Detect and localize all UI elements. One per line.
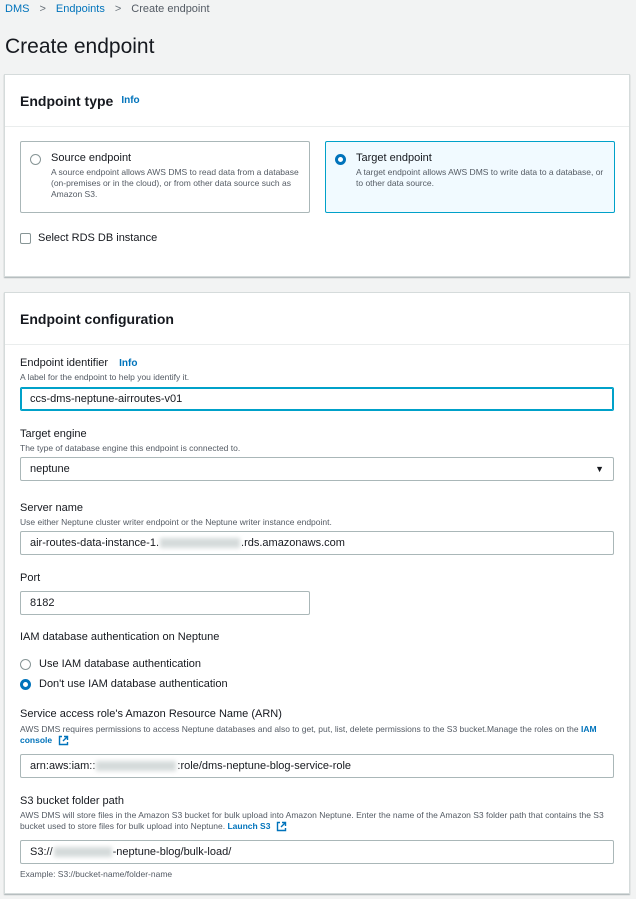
iam-use-label: Use IAM database authentication — [39, 658, 202, 670]
port-value: 8182 — [30, 597, 55, 609]
s3-folder-desc-text: AWS DMS will store files in the Amazon S3 bucket for bulk upload into Amazon Neptune. Enter the name of the Amazon S3 folder path that contains the S3 bucket used to store files for bulk upload into Neptune. — [20, 810, 604, 831]
panel-title: Endpoint type — [20, 92, 114, 109]
arn-desc — [20, 724, 616, 746]
redacted-text — [160, 538, 240, 548]
target-endpoint-label: Target endpoint — [356, 152, 432, 164]
target-engine-value: neptune — [30, 463, 70, 475]
endpoint-identifier-label-text: Endpoint identifier — [20, 357, 109, 369]
endpoint-identifier-input[interactable] — [20, 387, 614, 411]
info-link[interactable]: Info — [119, 358, 138, 369]
endpoint-identifier-desc: A label for the endpoint to help you identify it. — [20, 372, 190, 382]
target-endpoint-desc: A target endpoint allows AWS DMS to write data to a database, or to other data source. — [356, 167, 604, 188]
target-endpoint-radio[interactable] — [335, 154, 346, 165]
server-name-desc: Use either Neptune cluster writer endpoint or the Neptune writer instance endpoint. — [20, 517, 332, 527]
breadcrumb — [5, 2, 210, 16]
arn-prefix: arn:aws:iam:: — [30, 760, 96, 772]
endpoint-configuration-panel — [4, 292, 630, 894]
breadcrumb-dms[interactable]: DMS — [5, 3, 30, 15]
external-link-icon[interactable] — [58, 735, 69, 746]
server-name-prefix: air-routes-data-instance-1. — [30, 537, 160, 549]
s3-folder-input[interactable] — [20, 840, 614, 864]
iam-auth-label: IAM database authentication on Neptune — [20, 631, 220, 643]
page-title: Create endpoint — [5, 35, 155, 58]
chevron-right-icon: > — [39, 3, 46, 15]
launch-s3-link[interactable]: Launch S3 — [227, 821, 271, 831]
s3-folder-desc — [20, 810, 618, 832]
caret-down-icon: ▼ — [595, 464, 604, 474]
port-input[interactable] — [20, 591, 310, 615]
panel-title: Endpoint configuration — [20, 310, 174, 327]
iam-dont-use-label: Don't use IAM database authentication — [39, 678, 228, 690]
source-endpoint-tile[interactable] — [20, 141, 310, 213]
s3-folder-example: Example: S3://bucket-name/folder-name — [20, 869, 173, 879]
redacted-text — [54, 847, 112, 857]
rds-instance-checkbox[interactable] — [20, 233, 31, 244]
breadcrumb-endpoints[interactable]: Endpoints — [55, 3, 105, 15]
endpoint-identifier-value: ccs-dms-neptune-airroutes-v01 — [30, 393, 183, 405]
server-name-input[interactable] — [20, 531, 614, 555]
arn-label: Service access role's Amazon Resource Name (ARN) — [20, 708, 282, 720]
source-endpoint-label: Source endpoint — [51, 152, 132, 164]
port-label: Port — [20, 572, 41, 584]
source-endpoint-radio[interactable] — [30, 154, 41, 165]
panel-header — [5, 75, 629, 127]
external-link-icon[interactable] — [276, 821, 287, 832]
s3-folder-prefix: S3:// — [30, 846, 53, 858]
arn-suffix: :role/dms-neptune-blog-service-role — [177, 760, 352, 772]
arn-desc-text: AWS DMS requires permissions to access Neptune databases and also to get, put, list, delete permissions to the S3 bucket.Manage the roles on the — [20, 724, 579, 734]
iam-use-radio[interactable] — [20, 659, 31, 670]
target-engine-desc: The type of database engine this endpoint is connected to. — [20, 443, 241, 453]
source-endpoint-desc: A source endpoint allows AWS DMS to read data from a database (on-premises or in the cloud), or from other data source such as Amazon S3. — [51, 167, 299, 199]
server-name-label: Server name — [20, 502, 83, 514]
server-name-suffix: .rds.amazonaws.com — [241, 537, 345, 549]
s3-folder-label: S3 bucket folder path — [20, 795, 124, 807]
arn-input[interactable] — [20, 754, 614, 778]
target-engine-select[interactable] — [20, 457, 614, 481]
target-endpoint-tile[interactable] — [325, 141, 615, 213]
iam-console-link[interactable]: IAM console — [20, 724, 597, 745]
iam-use-option[interactable] — [20, 658, 201, 670]
iam-dont-use-option[interactable] — [20, 678, 228, 690]
chevron-right-icon: > — [114, 3, 122, 15]
target-engine-label: Target engine — [20, 428, 87, 440]
rds-instance-label: Select RDS DB instance — [38, 232, 158, 244]
endpoint-type-panel — [4, 74, 630, 277]
endpoint-identifier-label — [20, 357, 137, 369]
panel-header — [5, 293, 629, 345]
breadcrumb-current: Create endpoint — [131, 3, 210, 15]
info-link[interactable]: Info — [121, 95, 140, 106]
iam-dont-use-radio[interactable] — [20, 679, 31, 690]
redacted-text — [96, 761, 176, 771]
s3-folder-suffix: -neptune-blog/bulk-load/ — [112, 846, 232, 858]
